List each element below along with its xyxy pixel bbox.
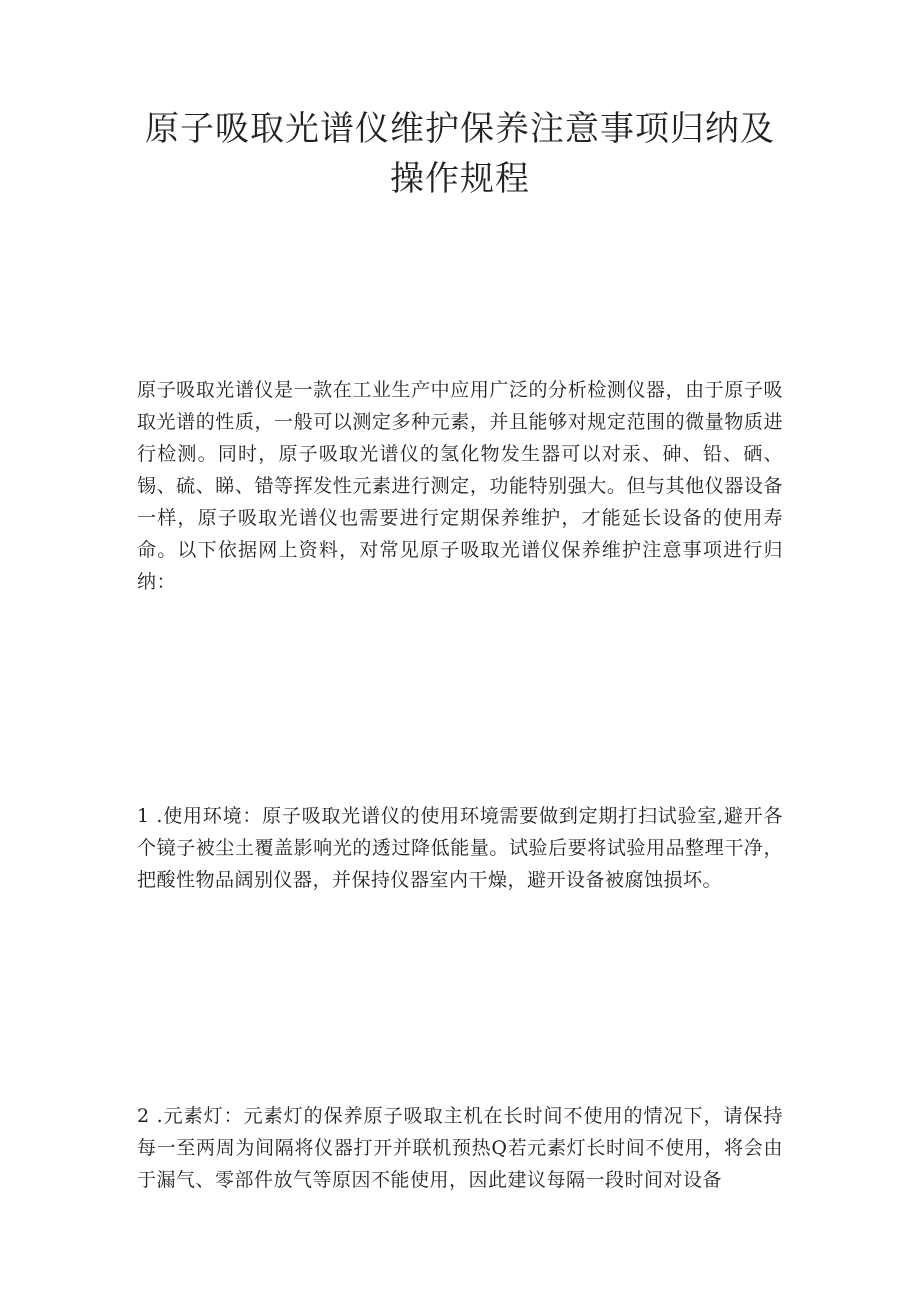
section-paragraph-element-lamp: 2 .元素灯：元素灯的保养原子吸取主机在长时间不使用的情况下，请保持每一至两周为间隔将仪器打开并联机预热Q若元素灯长时间不使用，将会由于漏气、零部件放气等原因不能使用，因此建议每隔一段时间对设备 <box>137 1105 783 1191</box>
section-paragraph-environment: 1 .使用环境：原子吸取光谱仪的使用环境需要做到定期打扫试验室,避开各个镜子被尘土覆盖影响光的透过降低能量。试验后要将试验用品整理干净，把酸性物品阔别仪器，并保持仪器室内干燥，避开设备被腐蚀损坏。 <box>137 805 783 891</box>
intro-paragraph: 原子吸取光谱仪是一款在工业生产中应用广泛的分析检测仪器，由于原子吸取光谱的性质，一般可以测定多种元素，并且能够对规定范围的微量物质进行检测。同时，原子吸取光谱仪的氢化物发生器可以对汞、砷、铅、硒、锡、硫、睇、错等挥发性元素进行测定，功能特别强大。但与其他仪器设备一样，原子吸取光谱仪也需要进行定期保养维护，才能延长设备的使用寿命。以下依据网上资料，对常见原子吸取光谱仪保养维护注意事项进行归纳： <box>137 379 783 593</box>
document-title: 原子吸取光谱仪维护保养注意事项归纳及操作规程 <box>145 109 775 199</box>
